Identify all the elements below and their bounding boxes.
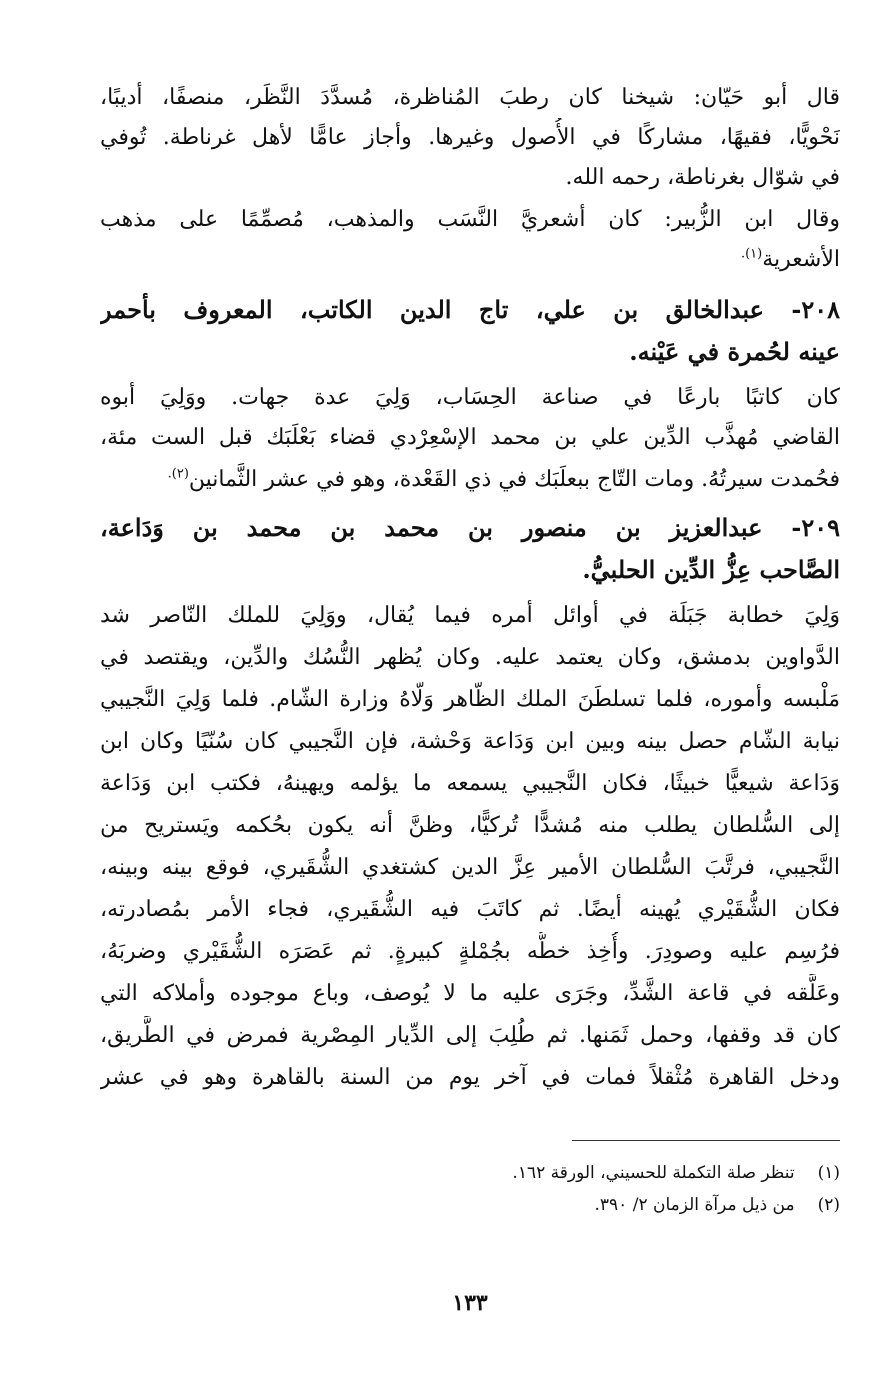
document-page [100, 78, 840, 1318]
footnote-ref: (٢). [167, 466, 189, 482]
text-line: إلى السُّلطان يطلب منه مُشدًّا تُركيًّا، وظنَّ أنه يكون بحُكمه ويَستريح من [100, 813, 840, 838]
entry-heading: عينه لحُمرة في عَيْنه. [629, 337, 840, 366]
entry-heading: ٢٠٩- عبدالعزيز بن منصور بن محمد بن محمد بن وَدَاعة، [100, 513, 840, 542]
text-line: مَلْبسه وأموره، فلما تسلطَنَ الملك الظّاهر وَلّاهُ وزارة الشّام. فلما وَلِيَ النَّجيبي [100, 687, 840, 712]
text-fragment: فحُمدت سيرتُهُ. ومات التّاج ببعلَبَك في ذي القَعْدة، وهو في عشر الثَّمانين [188, 467, 840, 492]
text-line: نيابة الشّام حصل بينه وبين ابن وَدَاعة وَحْشة، فإن النَّجيبي كان سُنّيًا وكان ابن [100, 729, 840, 754]
text-line: في شوّال بغرناطة، رحمه الله. [565, 165, 840, 190]
footnote-text: تنظر صلة التكملة للحسيني، الورقة ١٦٢. [512, 1163, 795, 1183]
entry-heading: ٢٠٨- عبدالخالق بن علي، تاج الدين الكاتب، المعروف بأحمر [100, 295, 840, 324]
text-fragment: الأشعرية [762, 247, 840, 272]
footnote [100, 1190, 840, 1220]
text-line [100, 240, 840, 280]
footnote-ref: (١). [740, 246, 763, 262]
text-line: وَدَاعة شيعيًّا خبيثًا، فكان النَّجيبي يسمعه ما يؤلمه ويهينهُ، فكتب ابن وَدَاعة [100, 771, 840, 796]
text-line: قال أبو حَيّان: شيخنا كان رطبَ المُناظرة، مُسدَّدَ النَّظَر، منصفًا، أديبًا، [100, 85, 840, 110]
text-line: القاضي مُهذَّب الدِّين علي بن محمد الإسْعِرْدي قضاء بَعْلَبَك قبل الست مئة، [100, 425, 840, 450]
footnote [100, 1158, 840, 1188]
text-line: كان كاتبًا بارعًا في صناعة الحِسَاب، وَلِيَ عدة جهات. ووَلِيَ أبوه [100, 385, 840, 410]
text-line: ودخل القاهرة مُثْقلاً فمات في آخر يوم من السنة بالقاهرة وهو في عشر [100, 1065, 840, 1090]
text-line: فرُسِم عليه وصودِرَ. وأُخِذ خطُّه بجُمْلةٍ كبيرةٍ. ثم عَصَرَه الشُّقَيْري وضربَهُ، [100, 939, 840, 964]
text-line [100, 460, 840, 500]
text-line: الدَّواوين بدمشق، وكان يعتمد عليه. وكان يُظهر النُّسُك والدِّين، ويقتصد في [100, 645, 840, 670]
text-line: وَلِيَ خطابة جَبَلَة في أوائل أمره فيما يُقال، ووَلِيَ للملك النّاصر شد [100, 603, 840, 628]
text-line: وعَلَّقه في قاعة الشَّدِّ، وجَرَى عليه ما لا يُوصف، وباع موجوده وأملاكه التي [100, 981, 840, 1006]
entry-heading: الصَّاحب عِزُّ الدِّين الحلبيُّ. [582, 555, 840, 584]
footnote-number: (١) [817, 1163, 840, 1183]
footnote-number: (٢) [817, 1195, 840, 1215]
footnote-divider [572, 1140, 840, 1141]
text-line: نَحْويًّا، فقيهًا، مشاركًا في الأُصول وغيرها. وأجاز عامًّا لأهل غرناطة. تُوفي [100, 125, 840, 150]
text-line: وقال ابن الزُّبير: كان أشعريَّ النَّسَب والمذهب، مُصمِّمًا على مذهب [100, 207, 840, 232]
text-line: فكان الشُّقَيْري يُهينه أيضًا. ثم كاتَبَ فيه الشُّقَيري، فجاء الأمر بمُصادرته، [100, 897, 840, 922]
page-number: ١٣٣ [452, 1290, 488, 1316]
footnote-text: من ذيل مرآة الزمان ٢/ ٣٩٠. [594, 1195, 795, 1215]
text-line: كان قد وقفها، وحمل ثَمَنها. ثم طُلِبَ إلى الدِّيار المِصْرية فمرض في الطَّريق، [100, 1023, 840, 1048]
text-line: النَّجيبي، فرتَّبَ السُّلطان الأمير عِزَّ الدين كشتغدي الشُّقَيري، فوقع بينه وبينه، [100, 855, 840, 880]
